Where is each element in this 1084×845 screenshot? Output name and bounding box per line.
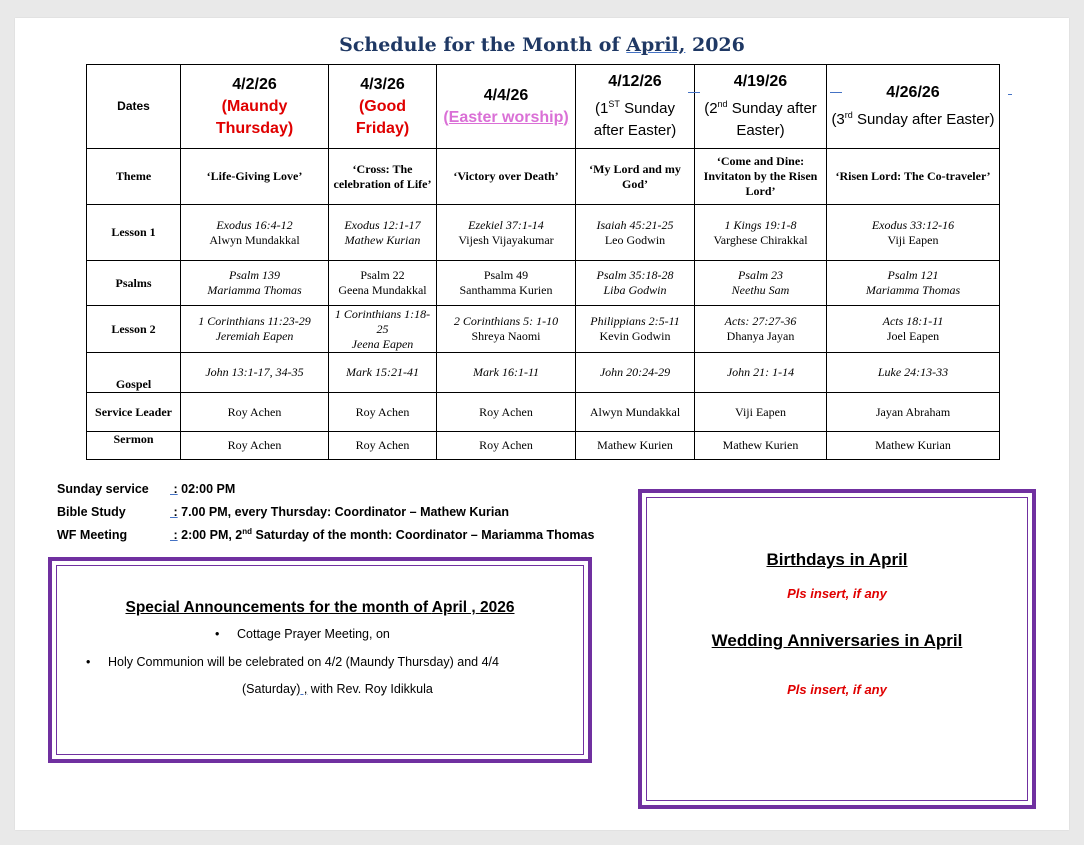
lesson2-cell: Philippians 2:5-11 Kevin Godwin	[576, 306, 695, 353]
birthdays-heading: Birthdays in April	[766, 550, 908, 569]
lesson2-cell: 2 Corinthians 5: 1-10 Shreya Naomi	[437, 306, 576, 353]
lesson1-cell: 1 Kings 19:1-8 Varghese Chirakkal	[695, 205, 827, 261]
schedule-table	[86, 64, 1000, 460]
sermon-cell: Roy Achen	[437, 432, 576, 460]
table-row	[87, 353, 1000, 393]
sermon-cell: Mathew Kurien	[576, 432, 695, 460]
row-label-lesson1: Lesson 1	[87, 205, 181, 261]
lesson1-cell: Exodus 33:12-16 Viji Eapen	[827, 205, 1000, 261]
gospel-cell: John 20:24-29	[576, 353, 695, 393]
sermon-cell: Roy Achen	[329, 432, 437, 460]
date-cell: 4/26/26 (3rd Sunday after Easter)	[827, 65, 1000, 149]
gospel-cell: Mark 15:21-41	[329, 353, 437, 393]
table-row	[87, 149, 1000, 205]
birthdays-placeholder: Pls insert, if any	[787, 586, 887, 601]
lesson1-cell: Ezekiel 37:1-14 Vijesh Vijayakumar	[437, 205, 576, 261]
psalm-cell: Psalm 139 Mariamma Thomas	[181, 261, 329, 306]
row-label-sermon: Sermon	[87, 432, 181, 460]
date-cell: 4/19/26 (2nd Sunday after Easter)	[695, 65, 827, 149]
table-row	[87, 261, 1000, 306]
gospel-cell: John 13:1-17, 34-35	[181, 353, 329, 393]
table-row	[87, 306, 1000, 353]
announcements-title: Special Announcements for the month of April , 2026	[125, 599, 515, 616]
theme-cell: ‘Cross: The celebration of Life’	[329, 149, 437, 205]
anniversaries-placeholder: Pls insert, if any	[787, 682, 887, 697]
proofing-mark	[688, 92, 700, 93]
sunday-service-line: Sunday service : 02:00 PM	[57, 482, 236, 496]
wf-meeting-line: WF Meeting : 2:00 PM, 2nd Saturday of the month: Coordinator – Mariamma Thomas	[57, 527, 595, 543]
theme-cell: ‘My Lord and my God’	[576, 149, 695, 205]
row-label-theme: Theme	[87, 149, 181, 205]
list-item: • Cottage Prayer Meeting, on	[215, 627, 390, 641]
page-title: Schedule for the Month of April, 2026	[339, 34, 745, 56]
gospel-cell: Mark 16:1-11	[437, 353, 576, 393]
lesson2-cell: 1 Corinthians 11:23-29 Jeremiah Eapen	[181, 306, 329, 353]
table-row	[87, 205, 1000, 261]
row-label-dates: Dates	[87, 65, 181, 149]
lesson1-cell: Exodus 12:1-17 Mathew Kurian	[329, 205, 437, 261]
psalm-cell: Psalm 35:18-28 Liba Godwin	[576, 261, 695, 306]
sermon-cell: Mathew Kurian	[827, 432, 1000, 460]
psalm-cell: Psalm 49 Santhamma Kurien	[437, 261, 576, 306]
title-month: April,	[626, 34, 686, 56]
row-label-gospel: Gospel	[87, 353, 181, 393]
row-label-service-leader: Service Leader	[87, 393, 181, 432]
table-row	[87, 393, 1000, 432]
leader-cell: Roy Achen	[437, 393, 576, 432]
lesson2-cell: 1 Corinthians 1:18-25 Jeena Eapen	[329, 306, 437, 353]
bible-study-line: Bible Study : 7.00 PM, every Thursday: Coordinator – Mathew Kurian	[57, 505, 509, 519]
lesson1-cell: Isaiah 45:21-25 Leo Godwin	[576, 205, 695, 261]
leader-cell: Roy Achen	[329, 393, 437, 432]
lesson1-cell: Exodus 16:4-12 Alwyn Mundakkal	[181, 205, 329, 261]
leader-cell: Jayan Abraham	[827, 393, 1000, 432]
proofing-mark	[1008, 94, 1012, 95]
list-item: • Holy Communion will be celebrated on 4/2 (Maundy Thursday) and 4/4	[86, 655, 499, 669]
date-cell: 4/3/26 (Good Friday)	[329, 65, 437, 149]
list-item-continuation: (Saturday) , with Rev. Roy Idikkula	[242, 682, 433, 696]
table-row	[87, 65, 1000, 149]
leader-cell: Viji Eapen	[695, 393, 827, 432]
announcements-box	[48, 557, 592, 763]
table-row	[87, 432, 1000, 460]
anniversaries-heading: Wedding Anniversaries in April	[711, 631, 963, 650]
lesson2-cell: Acts: 27:27-36 Dhanya Jayan	[695, 306, 827, 353]
theme-cell: ‘Life-Giving Love’	[181, 149, 329, 205]
theme-cell: ‘Risen Lord: The Co-traveler’	[827, 149, 1000, 205]
sermon-cell: Roy Achen	[181, 432, 329, 460]
date-cell: 4/2/26 (Maundy Thursday)	[181, 65, 329, 149]
gospel-cell: John 21: 1-14	[695, 353, 827, 393]
row-label-lesson2: Lesson 2	[87, 306, 181, 353]
lesson2-cell: Acts 18:1-11 Joel Eapen	[827, 306, 1000, 353]
psalm-cell: Psalm 121 Mariamma Thomas	[827, 261, 1000, 306]
date-cell: 4/4/26 (Easter worship)	[437, 65, 576, 149]
theme-cell: ‘Victory over Death’	[437, 149, 576, 205]
date-cell: 4/12/26 (1ST Sunday after Easter)	[576, 65, 695, 149]
psalm-cell: Psalm 22 Geena Mundakkal	[329, 261, 437, 306]
gospel-cell: Luke 24:13-33	[827, 353, 1000, 393]
theme-cell: ‘Come and Dine: Invitaton by the Risen Lord’	[695, 149, 827, 205]
birthdays-box	[638, 489, 1036, 809]
row-label-psalms: Psalms	[87, 261, 181, 306]
sermon-cell: Mathew Kurien	[695, 432, 827, 460]
leader-cell: Roy Achen	[181, 393, 329, 432]
proofing-mark	[830, 92, 842, 93]
leader-cell: Alwyn Mundakkal	[576, 393, 695, 432]
psalm-cell: Psalm 23 Neethu Sam	[695, 261, 827, 306]
